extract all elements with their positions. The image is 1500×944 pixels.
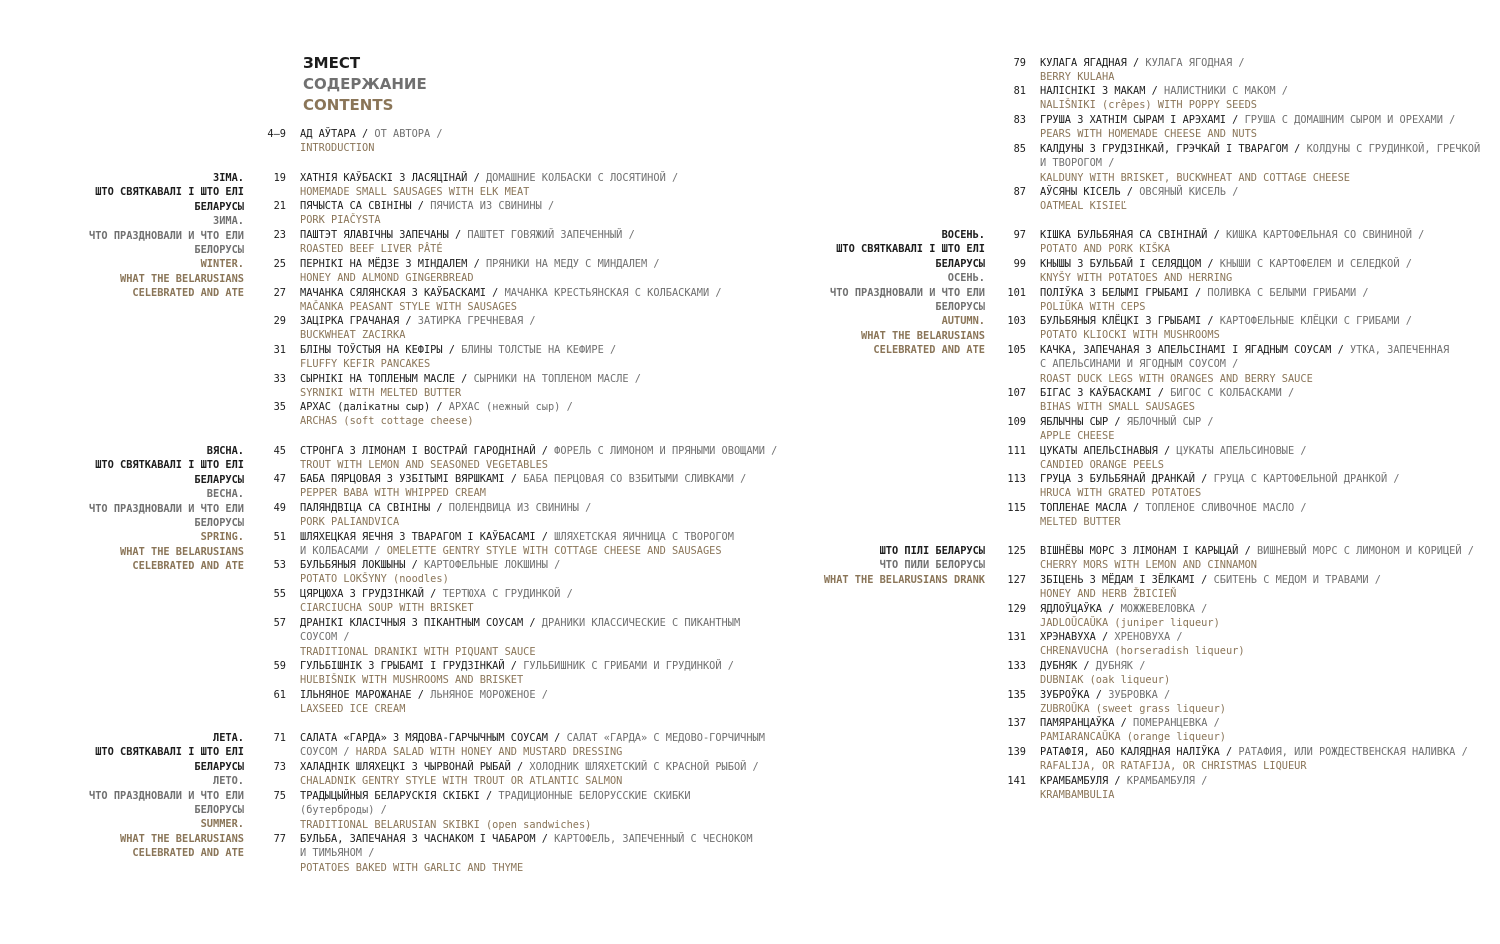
section-heading [755,228,985,358]
entry-title [300,760,759,789]
title-be: БЛІНЫ ТОЎСТЫЯ НА КЕФІРЫ / [300,344,462,356]
section-heading-be: ШТО СВЯТКАВАЛІ І ШТО ЕЛІ [95,186,244,199]
heading-be: ЗМЕСТ [303,54,361,72]
title-en: HARDA SALAD WITH HONEY AND MUSTARD DRESSING [355,746,623,759]
page-number: 99 [1013,258,1026,270]
title-en: OATMEAL KISIEĽ [1040,200,1127,213]
entry-title [1040,501,1490,530]
entry-title [1040,113,1490,142]
title-ru: СЫРНИКИ НА ТОПЛЕНОМ МАСЛЕ / [473,373,641,385]
title-en: POTATOES BAKED WITH GARLIC AND THYME [300,861,524,874]
section-heading-be: ЛЕТА. [213,732,244,744]
title-en: SYRNIKI WITH MELTED BUTTER [300,387,462,400]
title-ru: И КОЛБАСАМИ / [300,545,387,558]
title-be: КАЛДУНЫ З ГРУДЗІНКАЙ, ГРЭЧКАЙ І ТВАРАГОМ / [1040,143,1307,155]
page-number: 135 [1007,689,1026,701]
title-be: КУЛАГА ЯГАДНАЯ / [1040,57,1146,69]
title-en: KALDUNY WITH BRISKET, BUCKWHEAT AND COTTAGE CHEESE [1040,171,1350,184]
entry-title [1040,142,1490,185]
title-ru: МОЖЖЕВЕЛОВКА / [1120,603,1208,615]
page-number: 113 [1007,473,1026,485]
title-ru: ГРУЦА С КАРТОФЕЛЬНОЙ ДРАНКОЙ / [1213,473,1400,485]
title-ru: АРХАС (нежный сыр) / [448,401,573,413]
title-be: РАТАФІЯ, АБО КАЛЯДНАЯ НАЛІЎКА / [1040,746,1239,758]
title-be: ТОПЛЕНАЕ МАСЛА / [1040,502,1146,514]
section-heading [14,171,244,301]
title-ru: НАЛИСТНИКИ С МАКОМ / [1164,85,1288,97]
entry-title [1040,56,1490,85]
title-ru: ДУБНЯК / [1095,660,1146,672]
title-ru: ТОПЛЕНОЕ СЛИВОЧНОЕ МАСЛО / [1145,502,1307,514]
section-heading-ru: ЗИМА. [213,215,244,228]
entry-title [300,558,750,587]
page-number: 71 [273,732,286,744]
title-en: HONEY AND ALMOND GINGERBREAD [300,272,474,285]
title-en: PEARS WITH HOMEMADE CHEESE AND NUTS [1040,128,1257,141]
title-be: КРАМБАМБУЛЯ / [1040,775,1127,787]
page-number: 31 [273,344,286,356]
title-ru: ОВСЯНЫЙ КИСЕЛЬ / [1139,186,1239,198]
title-be: БУЛЬБЯНЫЯ КЛЁЦКІ З ГРЫБАМІ / [1040,315,1220,327]
title-ru: ПОЛИВКА С БЕЛЫМИ ГРИБАМИ / [1207,287,1369,299]
page-number: 109 [1007,416,1026,428]
title-en: ROAST DUCK LEGS WITH ORANGES AND BERRY SAUCE [1040,372,1313,385]
page-number: 4–9 [267,128,286,140]
title-be: ГУЛЬБІШНІК З ГРЫБАМІ І ГРУДЗІНКАЙ / [300,660,524,672]
title-be: СЫРНІКІ НА ТОПЛЕНЫМ МАСЛЕ / [300,373,474,385]
title-be: ЗБІЦЕНЬ З МЁДАМ І ЗЁЛКАМІ / [1040,574,1214,586]
page-number: 131 [1007,631,1026,643]
entry-title [1040,659,1490,688]
title-be: ЯДЛОЎЦАЎКА / [1040,603,1121,615]
title-en: OMELETTE GENTRY STYLE WITH COTTAGE CHEESE AND SAUSAGES [386,545,722,558]
title-be: ПЯЧЫСТА СА СВІНІНЫ / [300,200,431,212]
title-ru: БАБА ПЕРЦОВАЯ СО ВЗБИТЫМИ СЛИВКАМИ / [523,473,747,485]
title-be: АД АЎТАРА / [300,128,375,140]
title-en: PAMIARANCAŬKA (orange liqueur) [1040,731,1226,744]
page-number: 75 [273,790,286,802]
title-en: HONEY AND HERB ŽBICIEŇ [1040,588,1177,601]
title-be: ХАЛАДНІК ШЛЯХЕЦКІ З ЧЫРВОНАЙ РЫБАЙ / [300,761,530,773]
title-be: ПАМЯРАНЦАЎКА / [1040,717,1133,729]
title-ru: ПРЯНИКИ НА МЕДУ С МИНДАЛЕМ / [485,258,660,270]
title-en: TRADITIONAL DRANIKI WITH PIQUANT SAUCE [300,645,536,658]
title-be: КНЫШЫ З БУЛЬБАЙ І СЕЛЯДЦОМ / [1040,258,1220,270]
page-number: 137 [1007,717,1026,729]
section-heading-be: БЕЛАРУСЫ [935,257,985,270]
entry-title [1040,84,1490,113]
heading-ru: СОДЕРЖАНИЕ [303,75,427,93]
title-en: MAČANKA PEASANT STYLE WITH SAUSAGES [300,301,517,314]
title-en: BUCKWHEAT ZACIRKA [300,329,406,342]
section-heading-be: ВЯСНА. [206,445,244,457]
page-number: 59 [273,660,286,672]
section-heading-be: ШТО СВЯТКАВАЛІ І ШТО ЕЛІ [95,459,244,472]
title-be: БІГАС З КАЎБАСКАМІ / [1040,387,1171,399]
title-en: FLUFFY KEFIR PANCAKES [300,358,431,371]
title-be: КАЧКА, ЗАПЕЧАНАЯ З АПЕЛЬСІНАМІ І ЯГАДНЫМ СОУСАМ / [1040,344,1350,356]
section-heading-en: CELEBRATED AND ATE [873,344,985,357]
entry-title [1040,774,1490,803]
page-number: 21 [273,200,286,212]
page-number: 51 [273,531,286,543]
title-be: ЦУКАТЫ АПЕЛЬСІНАВЫЯ / [1040,445,1177,457]
page-number: 83 [1013,114,1026,126]
title-en: HUĽBIŠNIK WITH MUSHROOMS AND BRISKET [300,674,524,687]
title-be: ХРЭНАВУХА / [1040,631,1115,643]
title-ru: ЗАТИРКА ГРЕЧНЕВАЯ / [417,315,536,327]
section-heading-be: БЕЛАРУСЫ [194,473,244,486]
entry-title [1040,630,1490,659]
page-number: 19 [273,172,286,184]
title-be: БУЛЬБА, ЗАПЕЧАНАЯ З ЧАСНАКОМ І ЧАБАРОМ / [300,833,555,845]
section-heading-en: WINTER. [200,258,244,271]
title-en: BERRY KULAHA [1040,71,1115,84]
section-heading-ru: ЧТО ПРАЗДНОВАЛИ И ЧТО ЕЛИ [89,789,244,802]
title-en: RAFALIJA, OR RATAFIJA, OR CHRISTMAS LIQUEUR [1040,760,1307,773]
entry-title [1040,314,1490,343]
title-en: ZUBROŬKA (sweet grass liqueur) [1040,703,1226,716]
title-be: СТРОНГА З ЛІМОНАМ І ВОСТРАЙ ГАРОДНІНАЙ / [300,445,555,457]
title-ru: ДОМАШНИЕ КОЛБАСКИ С ЛОСЯТИНОЙ / [485,172,679,184]
entry-title [1040,716,1490,745]
title-ru: ХРЕНОВУХА / [1114,631,1183,643]
title-ru: ГУЛЬБИШНИК С ГРИБАМИ И ГРУДИНКОЙ / [523,660,734,672]
section-heading-be: ШТО СВЯТКАВАЛІ І ШТО ЕЛІ [836,243,985,256]
title-en: KNYŠY WITH POTATOES AND HERRING [1040,272,1233,285]
title-ru: СОУСОМ / [300,746,356,759]
entry-title [300,616,750,659]
title-ru: ТЕРТЮХА С ГРУДИНКОЙ / [442,588,573,600]
page-number: 97 [1013,229,1026,241]
entry-title [1040,745,1490,774]
title-be: БУЛЬБЯНЫЯ ЛОКШЫНЫ / [300,559,424,571]
entry-title [300,228,750,257]
title-ru: ЗУБРОВКА / [1108,689,1171,701]
title-en: POTATO LOKŠYNY (noodles) [300,573,449,586]
title-en: CHALADNIK GENTRY STYLE WITH TROUT OR ATLANTIC SALMON [300,775,623,788]
section-heading-en: WHAT THE BELARUSIANS [120,832,244,845]
section-heading-ru: ЧТО ПИЛИ БЕЛОРУСЫ [879,559,985,572]
title-be: ГРУЦА З БУЛЬБЯНАЙ ДРАНКАЙ / [1040,473,1214,485]
title-ru: ТРАДИЦИОННЫЕ БЕЛОРУССКИЕ СКИБКИ [498,790,691,802]
section-heading [14,444,244,574]
entry-title [1040,602,1490,631]
title-be: МАЧАНКА СЯЛЯНСКАЯ З КАЎБАСКАМІ / [300,287,505,299]
entry-title [1040,386,1490,415]
title-be: ДУБНЯК / [1040,660,1096,672]
page-number: 105 [1007,344,1026,356]
section-heading-ru: ЧТО ПРАЗДНОВАЛИ И ЧТО ЕЛИ [830,286,985,299]
page-number: 79 [1013,57,1026,69]
title-ru: И ТИМЬЯНОМ / [300,847,375,860]
title-en: CIARCIUCHA SOUP WITH BRISKET [300,602,474,615]
section-heading-en: CELEBRATED AND ATE [132,287,244,300]
entry-title [300,286,750,315]
section-heading-be: ВОСЕНЬ. [941,229,985,241]
section-heading-en: SUMMER. [200,818,244,831]
page-number: 23 [273,229,286,241]
title-be: КІШКА БУЛЬБЯНАЯ СА СВІНІНАЙ / [1040,229,1226,241]
section-heading-en: AUTUMN. [941,315,985,328]
entry-title [300,343,750,372]
title-be: ПЕРНІКІ НА МЁДЗЕ З МІНДАЛЕМ / [300,258,486,270]
entry-title [1040,286,1490,315]
title-en: PORK PIAČYSTA [300,214,381,227]
title-en: ARCHAS (soft cottage cheese) [300,415,474,428]
section-heading [755,544,985,587]
title-ru: САЛАТ «ГАРДА» С МЕДОВО-ГОРЧИЧНЫМ [566,732,765,744]
title-en: ROASTED BEEF LIVER PÂTÉ [300,243,443,256]
entry-title [300,688,750,717]
title-en: POTATO KLIOCKI WITH MUSHROOMS [1040,329,1220,342]
title-ru: ПЯЧИСТА ИЗ СВИНИНЫ / [430,200,555,212]
entry-title [1040,544,1490,573]
section-heading-ru: БЕЛОРУСЫ [194,517,244,530]
entry-title [300,472,750,501]
section-heading-en: WHAT THE BELARUSIANS DRANK [823,573,985,586]
section-heading-be: ШТО СВЯТКАВАЛІ І ШТО ЕЛІ [95,746,244,759]
entry-title [300,314,750,343]
entry-title [300,400,750,429]
title-en: HRUCA WITH GRATED POTATOES [1040,487,1202,500]
title-be: ШЛЯХЕЦКАЯ ЯЕЧНЯ З ТВАРАГОМ І КАЎБАСАМІ / [300,531,555,543]
page-number: 29 [273,315,286,327]
title-be: АЎСЯНЫ КІСЕЛЬ / [1040,186,1140,198]
title-be: ХАТНІЯ КАЎБАСКІ З ЛАСЯЦІНАЙ / [300,172,486,184]
title-be: ЯБЛЫЧНЫ СЫР / [1040,416,1127,428]
entry-title [300,199,750,228]
section-heading-en: SPRING. [200,531,244,544]
title-ru: КНЫШИ С КАРТОФЕЛЕМ И СЕЛЕДКОЙ / [1219,258,1412,270]
page-number: 133 [1007,660,1026,672]
entry-title [300,731,765,760]
page-number: 45 [273,445,286,457]
title-ru: ПОЛЕНДВИЦА ИЗ СВИНИНЫ / [448,502,592,514]
title-ru: КИШКА КАРТОФЕЛЬНАЯ СО СВИНИНОЙ / [1225,229,1425,241]
entry-title [1040,343,1490,386]
section-heading-ru: ЧТО ПРАЗДНОВАЛИ И ЧТО ЕЛИ [89,229,244,242]
entry-title [1040,472,1490,501]
entry-title [1040,688,1490,717]
title-ru: БИГОС С КОЛБАСКАМИ / [1170,387,1295,399]
page-number: 55 [273,588,286,600]
title-ru: СОУСОМ / [300,631,350,644]
title-ru: КУЛАГА ЯГОДНАЯ / [1145,57,1245,69]
entry-title [1040,228,1490,257]
entry-title [300,372,750,401]
title-en: CHERRY MORS WITH LEMON AND CINNAMON [1040,559,1257,572]
entry-title [300,789,750,832]
title-ru: ФОРЕЛЬ С ЛИМОНОМ И ПРЯНЫМИ ОВОЩАМИ / [554,445,778,457]
title-be: ДРАНІКІ КЛАСІЧНЫЯ З ПІКАНТНЫМ СОУСАМ / [300,617,542,629]
title-be: ГРУША З ХАТНІМ СЫРАМ І АРЭХАМІ / [1040,114,1245,126]
title-ru: КАРТОФЕЛЬНЫЕ КЛЁЦКИ С ГРИБАМИ / [1219,315,1412,327]
page-number: 81 [1013,85,1026,97]
section-heading-ru: БЕЛОРУСЫ [935,301,985,314]
section-heading-be: ШТО ПІЛІ БЕЛАРУСЫ [879,545,985,557]
title-en: NALIŠNIKI (crêpes) WITH POPPY SEEDS [1040,99,1257,112]
title-en: TROUT WITH LEMON AND SEASONED VEGETABLES [300,459,548,472]
title-ru: ДРАНИКИ КЛАССИЧЕСКИЕ С ПИКАНТНЫМ [541,617,741,629]
contents-heading [303,53,427,116]
section-heading-be: БЕЛАРУСЫ [194,200,244,213]
section-heading-ru: БЕЛОРУСЫ [194,244,244,257]
page-number: 115 [1007,502,1026,514]
entry-title [1040,444,1490,473]
title-en: APPLE CHEESE [1040,430,1115,443]
section-heading-be: ЗІМА. [213,172,244,184]
page-number: 129 [1007,603,1026,615]
title-en: CHRENAVUCHA (horseradish liqueur) [1040,645,1245,658]
page-number: 47 [273,473,286,485]
section-heading-ru: ЛЕТО. [213,775,244,788]
section-heading [14,731,244,861]
title-ru: БЛИНЫ ТОЛСТЫЕ НА КЕФИРЕ / [461,344,617,356]
page-number: 57 [273,617,286,629]
section-heading-en: CELEBRATED AND ATE [132,560,244,573]
title-be: ПАШТЭТ ЯЛАВІЧНЫ ЗАПЕЧАНЫ / [300,229,468,241]
title-en: JADLOŬCAŬKA (juniper liqueur) [1040,617,1220,630]
title-be: ЗАЦІРКА ГРАЧАНАЯ / [300,315,418,327]
entry-title [1040,257,1490,286]
title-ru: С АПЕЛЬСИНАМИ И ЯГОДНЫМ СОУСОМ / [1040,358,1239,371]
section-heading-ru: БЕЛОРУСЫ [194,804,244,817]
entry-title [300,257,750,286]
page-number: 103 [1007,315,1026,327]
section-heading-ru: ОСЕНЬ. [947,272,985,285]
title-be: БАБА ПЯРЦОВАЯ З УЗБІТЫМІ ВЯРШКАМІ / [300,473,524,485]
title-ru: ПОМЕРАНЦЕВКА / [1133,717,1220,729]
section-heading-en: WHAT THE BELARUSIANS [120,272,244,285]
entry-title [300,832,753,875]
title-en: PEPPER BABA WITH WHIPPED CREAM [300,487,486,500]
page-number: 35 [273,401,286,413]
page-number: 61 [273,689,286,701]
title-ru: УТКА, ЗАПЕЧЕННАЯ [1349,344,1450,356]
entry-title [300,587,750,616]
title-ru: ШЛЯХЕТСКАЯ ЯИЧНИЦА С ТВОРОГОМ [554,531,734,543]
section-heading-en: WHAT THE BELARUSIANS [861,329,985,342]
title-ru: ЦУКАТЫ АПЕЛЬСИНОВЫЕ / [1176,445,1307,457]
title-ru: ПАШТЕТ ГОВЯЖИЙ ЗАПЕЧЕННЫЙ / [467,229,635,241]
page-number: 125 [1007,545,1026,557]
title-ru: ЯБЛОЧНЫЙ СЫР / [1126,416,1214,428]
title-ru: ВИШНЕВЫЙ МОРС С ЛИМОНОМ И КОРИЦЕЙ / [1256,545,1474,557]
title-ru: КОЛДУНЫ С ГРУДИНКОЙ, ГРЕЧКОЙ [1306,143,1481,155]
section-heading-ru: ВЕСНА. [206,488,244,501]
title-ru: ХОЛОДНИК ШЛЯХЕТСКИЙ С КРАСНОЙ РЫБОЙ / [529,761,759,773]
page-number: 73 [273,761,286,773]
title-ru: ГРУША С ДОМАШНИМ СЫРОМ И ОРЕХАМИ / [1244,114,1456,126]
title-ru: СБИТЕНЬ С МЕДОМ И ТРАВАМИ / [1213,574,1381,586]
entry-title [300,127,750,156]
title-be: ІЛЬНЯНОЕ МАРОЖАНАЕ / [300,689,431,701]
title-en: POTATO AND PORK KIŠKA [1040,243,1171,256]
title-be: САЛАТА «ГАРДА» З МЯДОВА-ГАРЧЫЧНЫМ СОУСАМ / [300,732,567,744]
page-number: 127 [1007,574,1026,586]
title-ru: КРАМБАМБУЛЯ / [1126,775,1208,787]
title-be: НАЛІСНІКІ З МАКАМ / [1040,85,1164,97]
title-en: TRADITIONAL BELARUSIAN SKIBKI (open sandwiches) [300,818,592,831]
title-en: POLIŬKA WITH CEPS [1040,301,1146,314]
title-ru: РАТАФИЯ, ИЛИ РОЖДЕСТВЕНСКАЯ НАЛИВКА / [1238,746,1468,758]
title-en: LAXSEED ICE CREAM [300,703,406,716]
title-en: BIHAS WITH SMALL SAUSAGES [1040,401,1195,414]
entry-title [300,530,750,559]
section-heading-ru: ЧТО ПРАЗДНОВАЛИ И ЧТО ЕЛИ [89,502,244,515]
heading-en: CONTENTS [303,96,394,114]
title-be: ПОЛІЎКА З БЕЛЫМІ ГРЫБАМІ / [1040,287,1208,299]
title-be: ВІШНЁВЫ МОРС З ЛІМОНАМ І КАРЫЦАЙ / [1040,545,1257,557]
page-number: 85 [1013,143,1026,155]
title-ru: (бутерброды) / [300,804,387,817]
title-en: HOMEMADE SMALL SAUSAGES WITH ELK MEAT [300,186,530,199]
title-en: INTRODUCTION [300,142,375,155]
entry-title [1040,573,1490,602]
section-heading-be: БЕЛАРУСЫ [194,760,244,773]
title-be: ЗУБРОЎКА / [1040,689,1109,701]
page-number: 27 [273,287,286,299]
page-number: 111 [1007,445,1026,457]
title-en: KRAMBAMBULIA [1040,789,1115,802]
title-be: АРХАС (далікатны сыр) / [300,401,449,413]
section-heading-en: CELEBRATED AND ATE [132,847,244,860]
title-en: DUBNIAK (oak liqueur) [1040,674,1171,687]
section-heading-en: WHAT THE BELARUSIANS [120,545,244,558]
title-be: ЦЯРЦЮХА З ГРУДЗІНКАЙ / [300,588,443,600]
entry-title [300,171,750,200]
page-number: 101 [1007,287,1026,299]
entry-title [300,501,750,530]
page-number: 139 [1007,746,1026,758]
title-en: PORK PALIANDVICA [300,516,400,529]
title-ru: КАРТОФЕЛЬ, ЗАПЕЧЕННЫЙ С ЧЕСНОКОМ [554,833,753,845]
page-number: 87 [1013,186,1026,198]
title-en: MELTED BUTTER [1040,516,1121,529]
page-number: 25 [273,258,286,270]
page-number: 53 [273,559,286,571]
title-ru: ОТ АВТОРА / [374,128,443,140]
entry-title [300,659,750,688]
title-ru: И ТВОРОГОМ / [1040,157,1115,170]
entry-title [300,444,778,473]
title-ru: МАЧАНКА КРЕСТЬЯНСКАЯ С КОЛБАСКАМИ / [504,287,722,299]
page-number: 33 [273,373,286,385]
entry-title [1040,185,1490,214]
page-number: 49 [273,502,286,514]
page-number: 141 [1007,775,1026,787]
entry-title [1040,415,1490,444]
title-be: ТРАДЫЦЫЙНЫЯ БЕЛАРУСКІЯ СКІБКІ / [300,790,499,802]
title-en: CANDIED ORANGE PEELS [1040,459,1164,472]
title-ru: КАРТОФЕЛЬНЫЕ ЛОКШИНЫ / [424,559,561,571]
page-number: 107 [1007,387,1026,399]
page-number: 77 [273,833,286,845]
title-be: ПАЛЯНДВІЦА СА СВІНІНЫ / [300,502,449,514]
title-ru: ЛЬНЯНОЕ МОРОЖЕНОЕ / [430,689,548,701]
